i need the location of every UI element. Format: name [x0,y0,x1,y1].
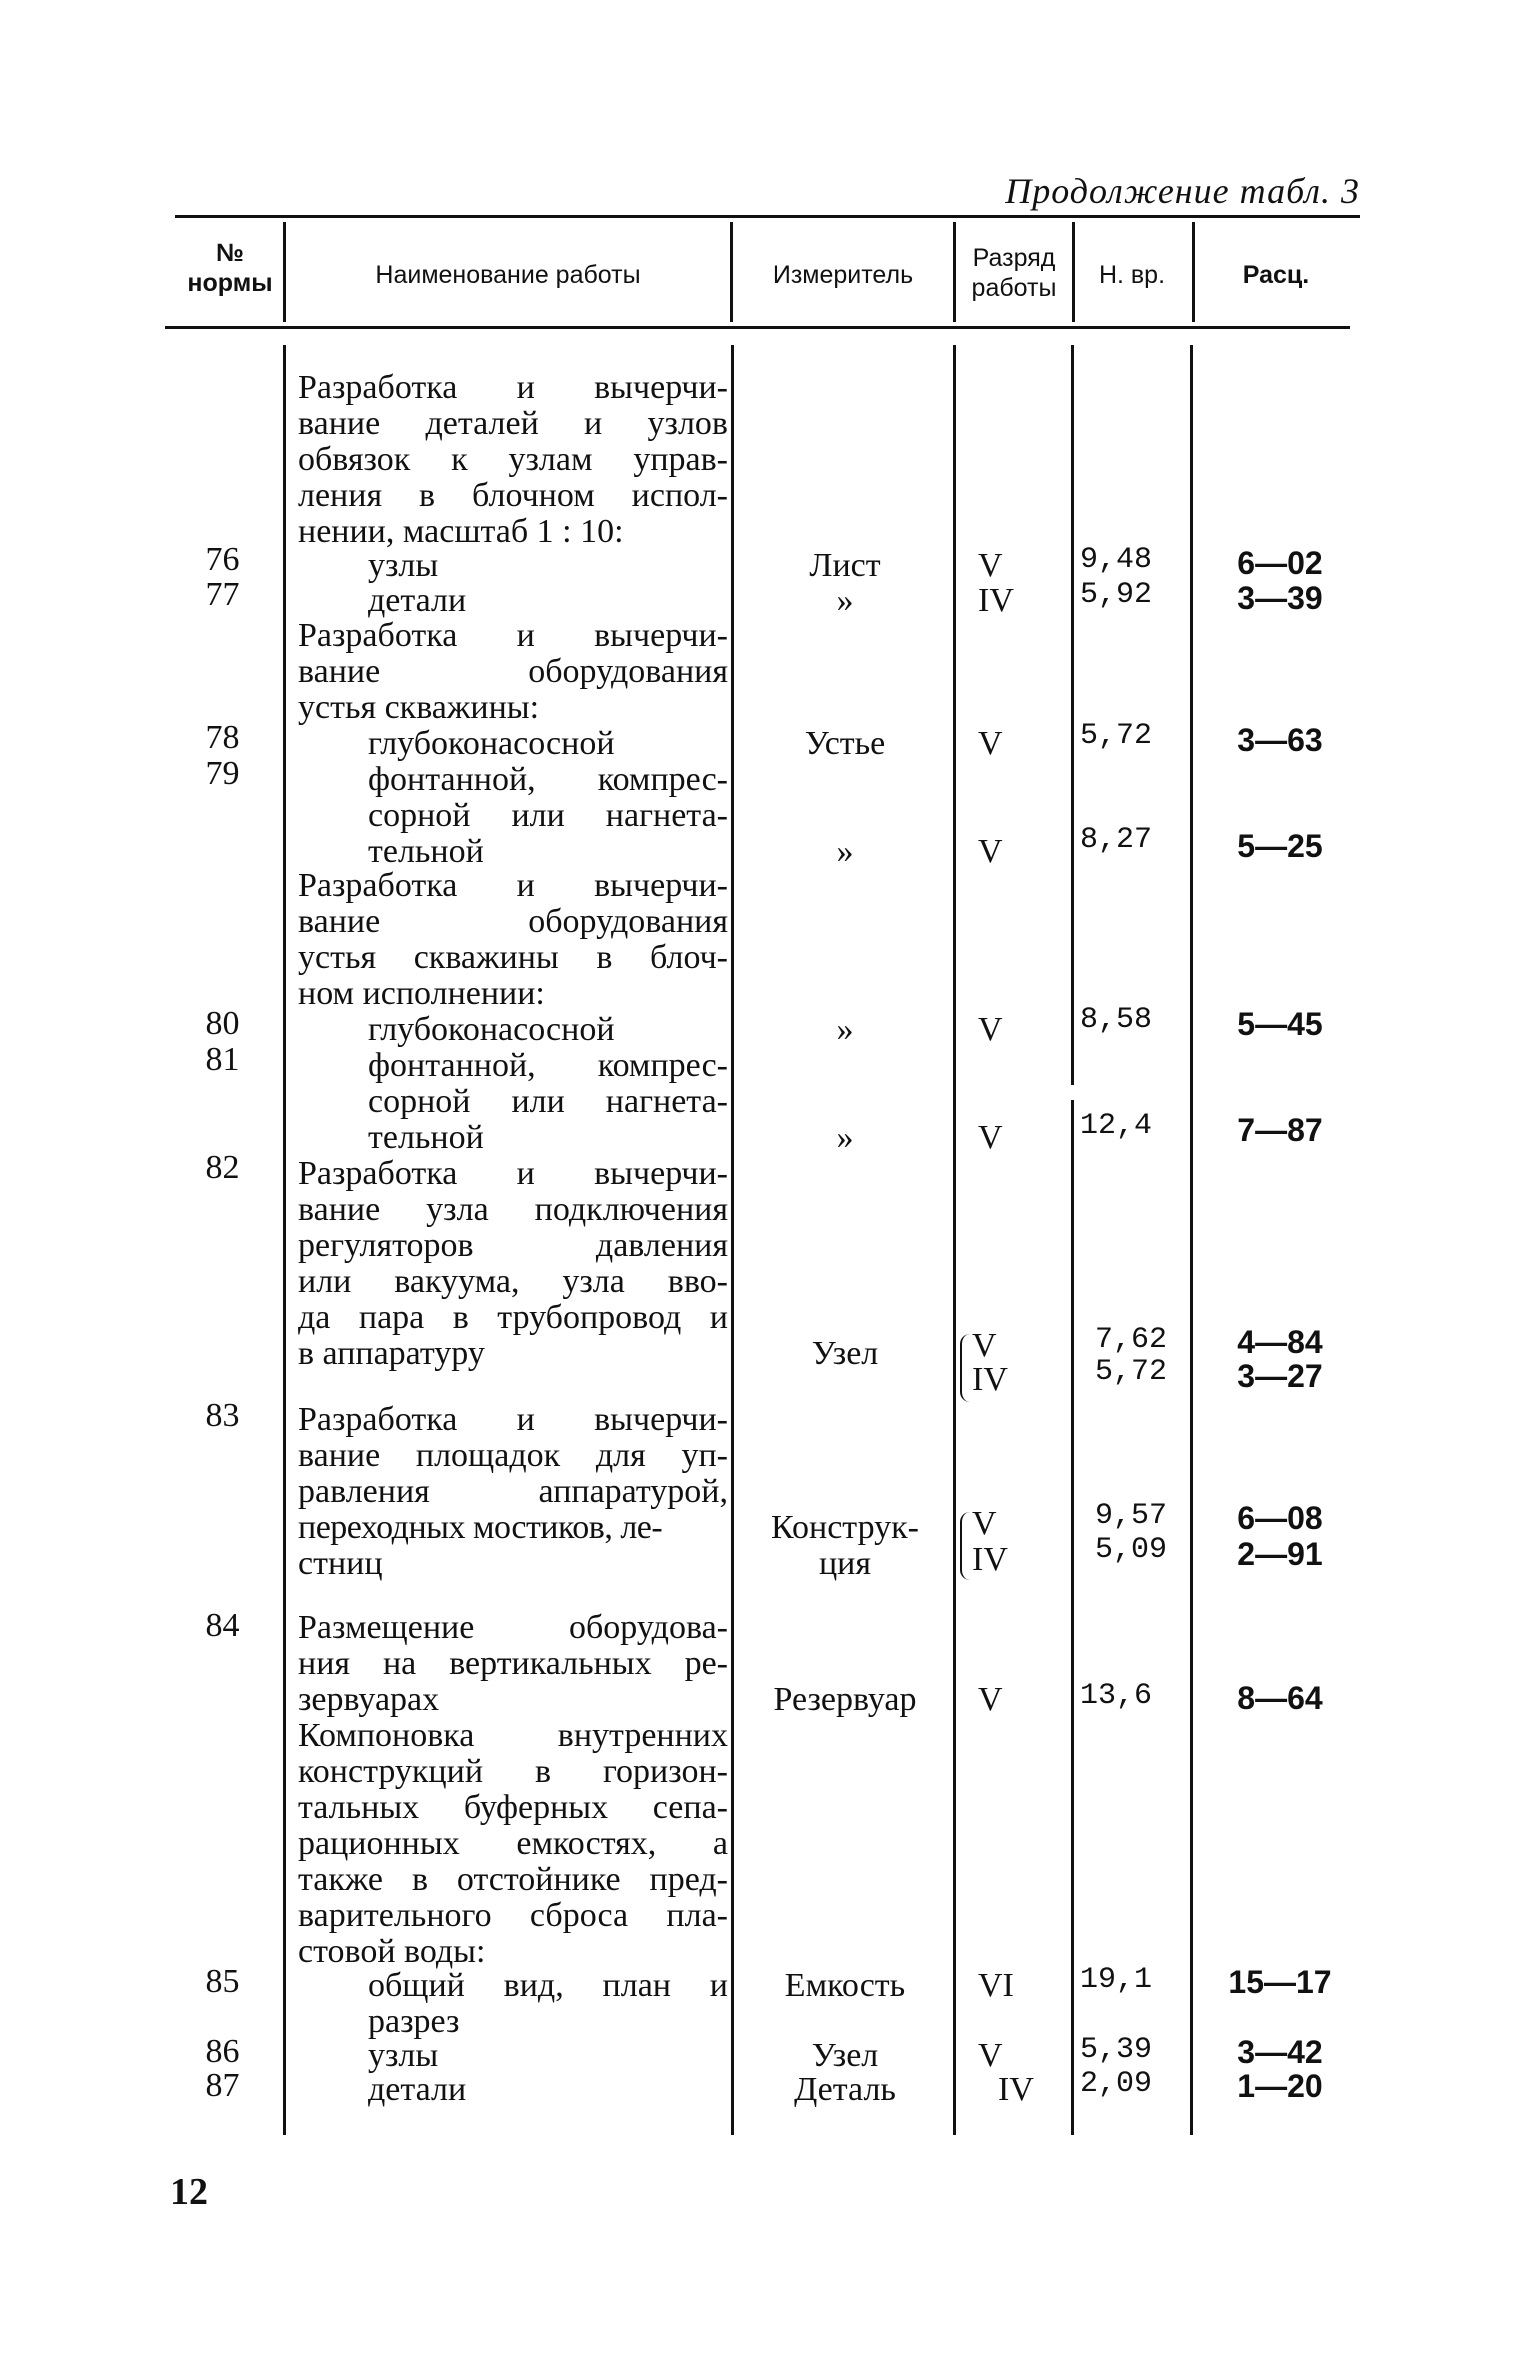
header-num [180,238,280,298]
row-name: сорной или нагнета- [368,797,728,834]
block-heading: рационных емкостях, а [298,1825,728,1862]
block-heading: ном исполнении: [298,975,545,1012]
row-name: глубоконасосной [368,1011,615,1048]
row-measure: ция [818,1545,872,1582]
row-rate: 15—17 [1228,1964,1332,2000]
block-heading: Размещение оборудова- [298,1609,728,1646]
row-grade: V [978,725,1003,762]
row-grade: V [978,2037,1003,2074]
header-divider [1072,222,1075,322]
header-bottom-rule [165,326,1350,329]
body-divider [1071,1100,1074,2135]
row-num: 79 [205,755,240,792]
block-heading: вание оборудования [298,653,728,690]
block-heading: вание деталей и узлов [298,405,728,442]
row-measure: » [836,833,854,870]
row-norm-time: 9,57 [1095,1499,1168,1533]
row-measure: Узел [811,2037,879,2074]
header-divider [730,222,733,322]
row-name: тельной [368,1119,484,1156]
block-heading: ления в блочном испол- [298,477,728,514]
header-grade [958,243,1070,303]
row-num: 76 [205,541,240,578]
row-rate: 4—84 [1237,1324,1323,1360]
row-name: сорной или нагнета- [368,1083,728,1120]
row-rate: 3—27 [1237,1358,1323,1394]
body-divider [283,345,286,2135]
block-heading: устья скважины: [298,689,540,726]
block-heading: ния на вертикальных ре- [298,1645,728,1682]
row-num: 86 [205,2033,240,2070]
body-divider [1071,345,1074,1085]
block-heading: переходных мостиков, ле- [298,1509,663,1546]
header-divider [953,222,956,322]
row-name: глубоконасосной [368,725,615,762]
block-heading: нении, масштаб 1 : 10: [298,513,624,550]
block-heading: вание оборудования [298,903,728,940]
block-heading: Разработка и вычерчи- [298,1401,728,1438]
block-heading: в аппаратуру [298,1335,485,1372]
row-grade: V [972,1505,997,1542]
row-num: 78 [205,719,240,756]
row-grade: V [978,547,1003,584]
row-norm-time: 5,09 [1095,1533,1168,1567]
row-measure: Деталь [794,2071,896,2108]
header-name: Наименование работы [375,261,641,289]
row-rate: 2—91 [1237,1536,1323,1572]
header-norm-time: Н. вр. [1098,261,1166,289]
block-heading: регуляторов давления [298,1227,728,1264]
row-norm-time: 7,62 [1095,1323,1168,1357]
row-grade: V [978,1119,1003,1156]
row-num: 84 [205,1607,240,1644]
row-num: 85 [205,1963,240,2000]
table-continuation-caption: Продолжение табл. 3 [1005,171,1360,211]
row-num: 82 [205,1149,240,1186]
row-name: детали [368,2071,467,2108]
block-heading: обвязок к узлам управ- [298,441,728,478]
row-norm-time: 8,58 [1080,1003,1153,1037]
row-measure: Резервуар [773,1681,917,1718]
header-rate: Расц. [1242,261,1310,289]
row-norm-time: 5,39 [1080,2033,1153,2067]
row-norm-time: 2,09 [1080,2067,1153,2101]
row-num: 81 [205,1041,240,1078]
row-num: 83 [205,1397,240,1434]
row-norm-time: 5,72 [1080,719,1153,753]
body-divider [1190,345,1193,2135]
row-num: 87 [205,2067,240,2104]
block-heading: Разработка и вычерчи- [298,867,728,904]
row-measure: Узел [811,1335,879,1372]
block-heading: Разработка и вычерчи- [298,617,728,654]
row-grade: V [972,1327,997,1364]
block-heading: да пара в трубопровод и [298,1299,728,1336]
block-heading: варительного сброса пла- [298,1897,728,1934]
header-measure: Измеритель [772,261,914,289]
block-heading: устья скважины в блоч- [298,939,728,976]
row-name: детали [368,582,467,619]
block-heading: вание узла подключения [298,1191,728,1228]
row-grade: VI [978,1967,1014,2004]
row-norm-time: 5,92 [1080,578,1153,612]
row-measure: » [836,1119,854,1156]
row-measure: Устье [804,725,886,762]
block-heading: конструкций в горизон- [298,1753,728,1790]
row-grade: V [978,833,1003,870]
block-heading: или вакуума, узла вво- [298,1263,728,1300]
header-divider [283,222,286,322]
header-num-symbol: № [216,239,244,267]
row-grade: IV [998,2071,1034,2108]
row-measure: » [836,582,854,619]
row-name: фонтанной, компрес- [368,1047,728,1084]
row-norm-time: 8,27 [1080,823,1153,857]
row-rate: 6—02 [1237,545,1323,581]
row-rate: 5—45 [1237,1006,1323,1042]
row-norm-time: 12,4 [1080,1109,1153,1143]
block-heading: стниц [298,1545,383,1582]
row-measure: Емкость [784,1967,906,2004]
block-heading: равления аппаратурой, [298,1473,728,1510]
row-num: 77 [205,576,240,613]
row-norm-time: 19,1 [1080,1963,1153,1997]
row-name: тельной [368,833,484,870]
row-norm-time: 13,6 [1080,1679,1153,1713]
row-rate: 7—87 [1237,1112,1323,1148]
row-grade: V [978,1011,1003,1048]
block-heading: Компоновка внутренних [298,1717,728,1754]
block-heading: вание площадок для уп- [298,1437,728,1474]
block-heading: стовой воды: [298,1933,486,1970]
row-rate: 5—25 [1237,828,1323,864]
block-heading: зервуарах [298,1681,440,1718]
row-rate: 6—08 [1237,1500,1323,1536]
page-number: 12 [170,2171,208,2213]
row-name: фонтанной, компрес- [368,761,728,798]
row-rate: 3—63 [1237,722,1323,758]
row-name: узлы [368,2037,439,2074]
row-name: разрез [368,2003,460,2040]
row-num: 80 [205,1005,240,1042]
row-name: узлы [368,547,439,584]
row-grade: IV [972,1361,1008,1398]
body-divider [731,345,734,2135]
row-rate: 8—64 [1237,1680,1323,1716]
row-rate: 3—39 [1237,580,1323,616]
row-measure: Конструк- [771,1509,919,1546]
row-grade: V [978,1681,1003,1718]
row-rate: 1—20 [1237,2068,1323,2104]
row-grade: IV [978,582,1014,619]
block-heading: тальных буферных сепа- [298,1789,728,1826]
row-norm-time: 5,72 [1095,1355,1168,1389]
block-heading: Разработка и вычерчи- [298,369,728,406]
header-grade-line2: работы [971,274,1057,302]
row-measure: » [836,1011,854,1048]
row-norm-time: 9,48 [1080,543,1153,577]
header-grade-line1: Разряд [972,244,1056,272]
row-rate: 3—42 [1237,2034,1323,2070]
row-name: общий вид, план и [368,1967,728,2004]
header-divider [1192,222,1195,322]
header-num-label: нормы [187,269,273,297]
block-heading: также в отстойнике пред- [298,1861,728,1898]
row-grade: IV [972,1541,1008,1578]
table-top-rule [175,215,1360,218]
block-heading: Разработка и вычерчи- [298,1155,728,1192]
row-measure: Лист [809,547,881,584]
